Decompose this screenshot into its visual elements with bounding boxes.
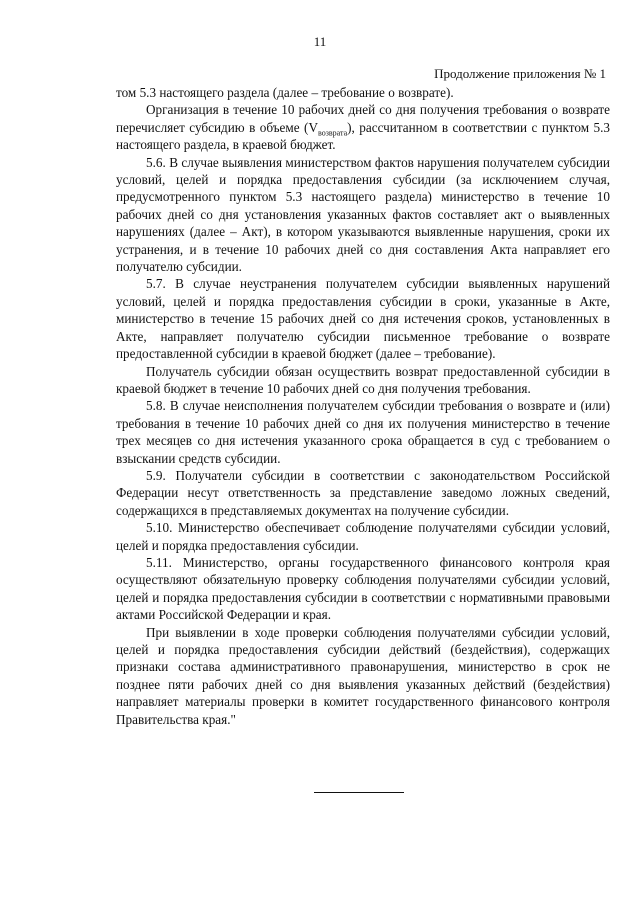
paragraph-5-8: 5.8. В случае неисполнения получателем субсидии требования о возврате и (или) требования в течение 10 рабочих дней со дня их получения министерство в течение трех месяцев со дня истечения указанного срока обращается в суд с требованием о взыскании средств субсидии. — [116, 398, 610, 466]
paragraph-violation-materials: При выявлении в ходе проверки соблюдения получателями субсидии условий, целей и порядка предоставления субсидии действий (бездействия), содержащих признаки состава административного правонарушения, министерство в срок не позднее пяти рабочих дней со дня выявления указанных действий (бездействия) направляет материалы проверки в комитет государственного финансового контроля Правительства края." — [116, 624, 610, 727]
paragraph-5-9: 5.9. Получатели субсидии в соответствии с законодательством Российской Федерации несут ответственность за представление заведомо ложных сведений, содержащихся в представляемых документах на получение субсидии. — [116, 467, 610, 518]
page-number: 11 — [313, 34, 327, 49]
document-body — [116, 84, 610, 728]
paragraph-continued: том 5.3 настоящего раздела (далее – требование о возврате). — [116, 85, 454, 100]
paragraph-recipient-obligation: Получатель субсидии обязан осуществить возврат предоставленной субсидии в краевой бюджет в течение 10 рабочих дней со дня получения требования. — [116, 363, 610, 396]
paragraph-5-7: 5.7. В случае неустранения получателем субсидии выявленных нарушений условий, целей и порядка предоставления субсидии в сроки, указанные в Акте, министерство в течение 15 рабочих дней со дня истечения сроков, установленных в Акте, направляет получателю субсидии письменное требование о возврате предоставленной субсидии в краевой бюджет (далее – требование). — [116, 276, 610, 362]
paragraph-5-11: 5.11. Министерство, органы государственного финансового контроля края осуществляют обязательную проверку соблюдения получателями субсидии условий, целей и порядка предоставления субсидии в соответствии с нормативными правовыми актами Российской Федерации и края. — [116, 554, 610, 623]
continuation-header: Продолжение приложения № 1 — [434, 66, 606, 81]
closing-divider — [314, 792, 404, 793]
paragraph-5-10: 5.10. Министерство обеспечивает соблюдение получателями субсидии условий, целей и порядка предоставления субсидии. — [116, 520, 610, 553]
paragraph-text: ), рассчитанном в соответствии с пунктом 5.3 настоящего раздела, в краевой бюджет. — [116, 119, 610, 153]
subscript-text: возврата — [317, 128, 348, 138]
paragraph-text: Организация в течение 10 рабочих дней со дня получения требования о возврате перечисляет субсидию в объеме (V — [116, 102, 610, 135]
paragraph-organization-return — [116, 101, 610, 153]
paragraph-5-6: 5.6. В случае выявления министерством фактов нарушения получателем субсидии условий, целей и порядка предоставления субсидии (за исключением случая, предусмотренного пунктом 5.3 настоящего раздела) министерство в течение 10 рабочих дней со дня установления указанных фактов составляет акт о выявленных нарушениях (далее – Акт), в котором указываются выявленные нарушения, сроки их устранения, и в течение 10 рабочих дней со дня составления Акта направляет его получателю субсидии. — [116, 154, 610, 275]
